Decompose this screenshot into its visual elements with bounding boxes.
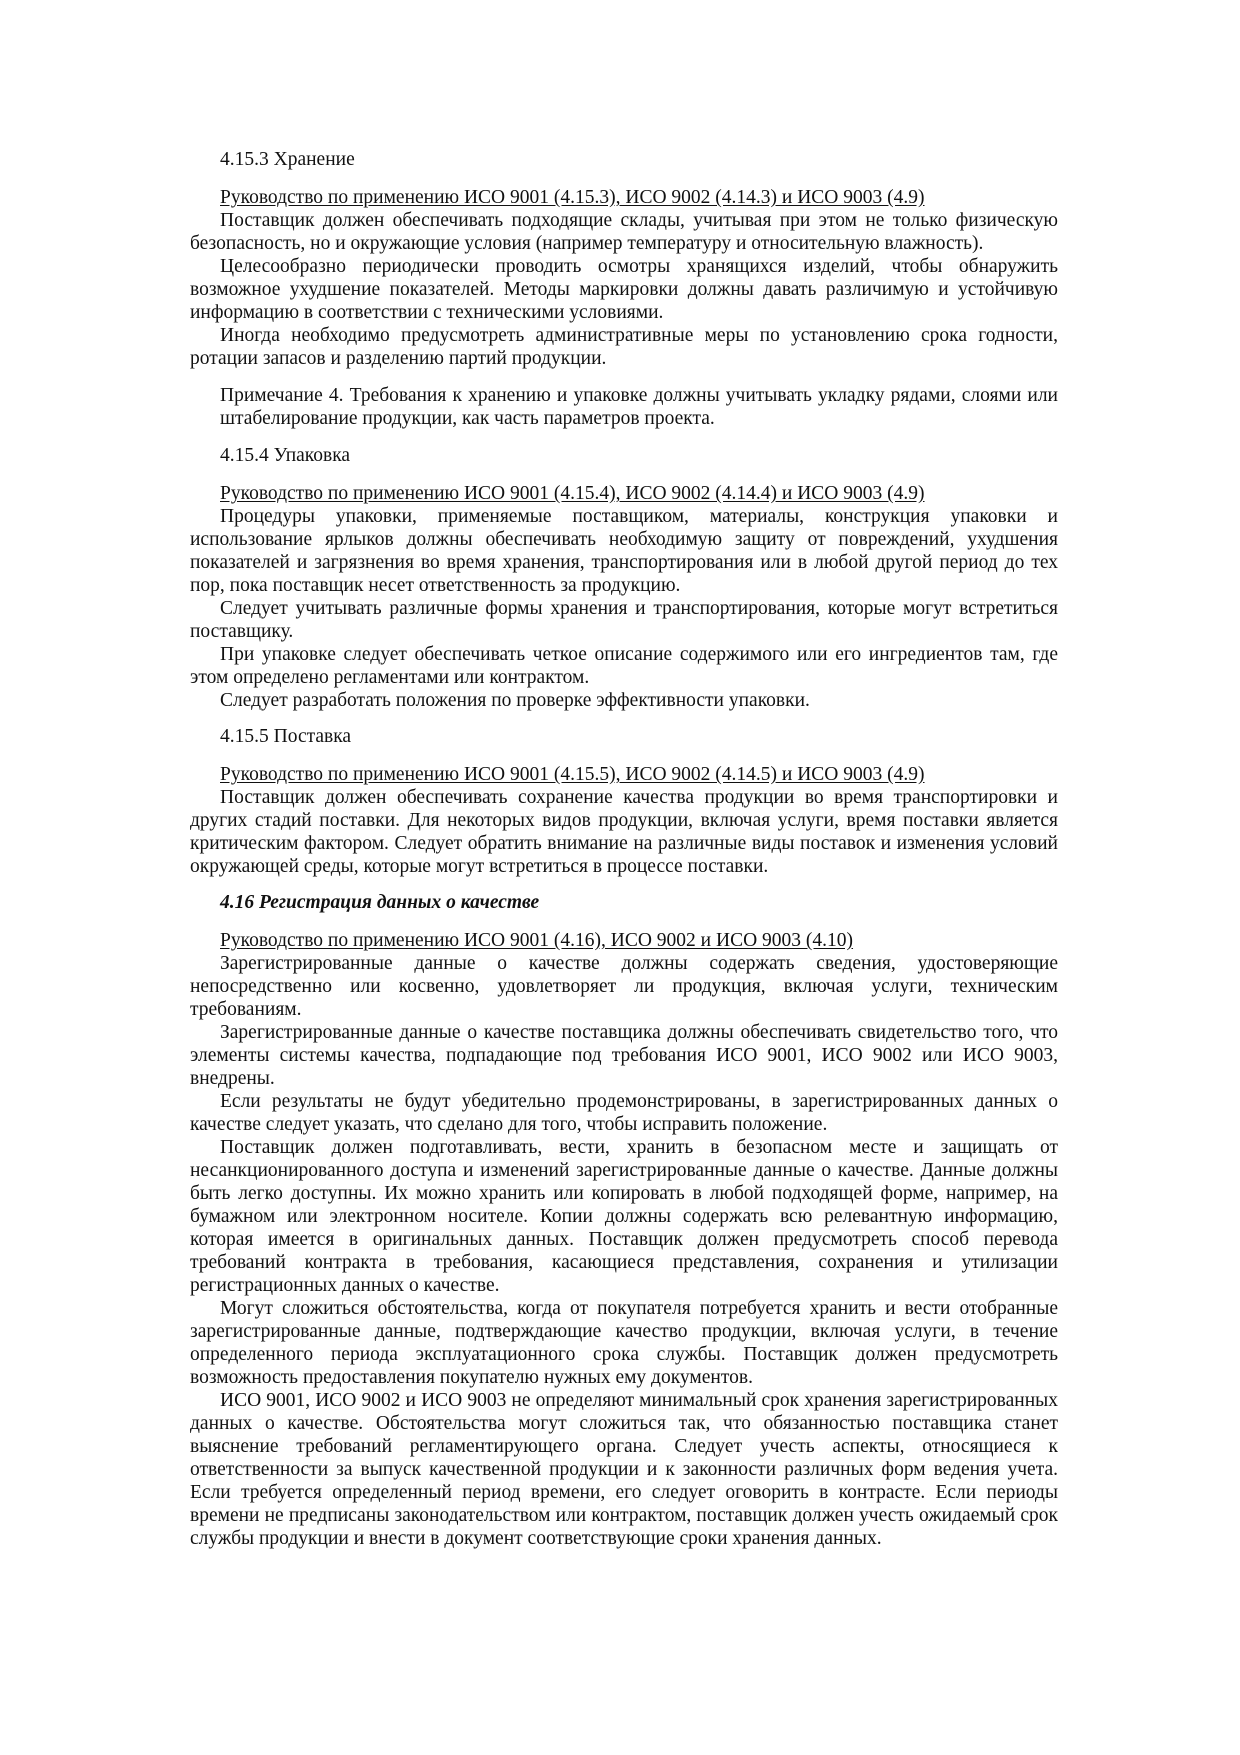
guide-reference-storage: Руководство по применению ИСО 9001 (4.15.3), ИСО 9002 (4.14.3) и ИСО 9003 (4.9) [220,187,925,208]
guide-reference-quality-records: Руководство по применению ИСО 9001 (4.16), ИСО 9002 и ИСО 9003 (4.10) [220,930,854,951]
spacer [190,712,1058,725]
section-heading-packaging: 4.15.4 Упаковка [220,445,351,466]
paragraph: Следует учитывать различные формы хранения и транспортирования, которые могут встретиться поставщику. [190,598,1058,642]
guide-reference-packaging: Руководство по применению ИСО 9001 (4.15.4), ИСО 9002 (4.14.4) и ИСО 9003 (4.9) [220,483,925,504]
guide-reference-delivery: Руководство по применению ИСО 9001 (4.15.5), ИСО 9002 (4.14.5) и ИСО 9003 (4.9) [220,764,925,785]
paragraph: Процедуры упаковки, применяемые поставщиком, материалы, конструкция упаковки и использование ярлыков должны обеспечивать необходимую защиту от повреждений, ухудшения показателей и загрязнения во время хранения, транспортирования или в любой другой период до тех пор, пока поставщик несет ответственность за продукцию. [190,506,1058,596]
paragraph: Поставщик должен подготавливать, вести, хранить в безопасном месте и защищать от несанкционированного доступа и изменений зарегистрированные данные о качестве. Данные должны быть легко доступны. Их можно хранить или копировать в любой подходящей форме, например, на бумажном или электронном носителе. Копии должны содержать всю релевантную информацию, которая имеется в оригинальных данных. Поставщик должен предусмотреть способ перевода требований контракта в требования, касающиеся представления, сохранения и утилизации регистрационных данных о качестве. [190,1137,1058,1296]
paragraph: Целесообразно периодически проводить осмотры хранящихся изделий, чтобы обнаружить возможное ухудшение показателей. Методы маркировки должны давать различимую и устойчивую информацию в соответствии с техническими условиями. [190,256,1058,323]
paragraph: Зарегистрированные данные о качестве должны содержать сведения, удостоверяющие непосредственно или косвенно, удовлетворяет ли продукция, включая услуги, техническим требованиям. [190,953,1058,1020]
paragraph: Поставщик должен обеспечивать подходящие склады, учитывая при этом не только физическую безопасность, но и окружающие условия (например температуру и относительную влажность). [190,210,1058,254]
section-heading-storage: 4.15.3 Хранение [220,149,355,170]
document-page [190,148,1058,1550]
note-4: Примечание 4. Требования к хранению и упаковке должны учитывать укладку рядами, слоями или штабелирование продукции, как часть параметров проекта. [220,385,1058,429]
paragraph: Следует разработать положения по проверке эффективности упаковки. [220,690,810,711]
paragraph: Зарегистрированные данные о качестве поставщика должны обеспечивать свидетельство того, что элементы системы качества, подпадающие под требования ИСО 9001, ИСО 9002 или ИСО 9003, внедрены. [190,1022,1058,1089]
paragraph: При упаковке следует обеспечивать четкое описание содержимого или его ингредиентов там, где этом определено регламентами или контрактом. [190,644,1058,688]
paragraph: Могут сложиться обстоятельства, когда от покупателя потребуется хранить и вести отобранные зарегистрированные данные, подтверждающие качество продукции, включая услуги, в течение определенного периода эксплуатационного срока службы. Поставщик должен предусмотреть возможность предоставления покупателю нужных ему документов. [190,1298,1058,1388]
spacer [190,878,1058,891]
paragraph: Иногда необходимо предусмотреть административные меры по установлению срока годности, ротации запасов и разделению партий продукции. [190,325,1058,369]
paragraph: Поставщик должен обеспечивать сохранение качества продукции во время транспортировки и других стадий поставки. Для некоторых видов продукции, включая услуги, время поставки является критическим фактором. Следует обратить внимание на различные виды поставок и изменения условий окружающей среды, которые могут встретиться в процессе поставки. [190,787,1058,877]
paragraph: Если результаты не будут убедительно продемонстрированы, в зарегистрированных данных о качестве следует указать, что сделано для того, чтобы исправить положение. [190,1091,1058,1135]
paragraph: ИСО 9001, ИСО 9002 и ИСО 9003 не определяют минимальный срок хранения зарегистрированных данных о качестве. Обстоятельства могут сложиться так, что обязанностью поставщика станет выяснение требований регламентирующего органа. Следует учесть аспекты, относящиеся к ответственности за выпуск качественной продукции и к законности различных форм ведения учета. Если требуется определенный период времени, его следует оговорить в контрасте. Если периоды времени не предписаны законодательством или контрактом, поставщик должен учесть ожидаемый срок службы продукции и внести в документ соответствующие сроки хранения данных. [190,1390,1058,1549]
section-heading-quality-records: 4.16 Регистрация данных о качестве [220,892,540,913]
section-heading-delivery: 4.15.5 Поставка [220,726,352,747]
